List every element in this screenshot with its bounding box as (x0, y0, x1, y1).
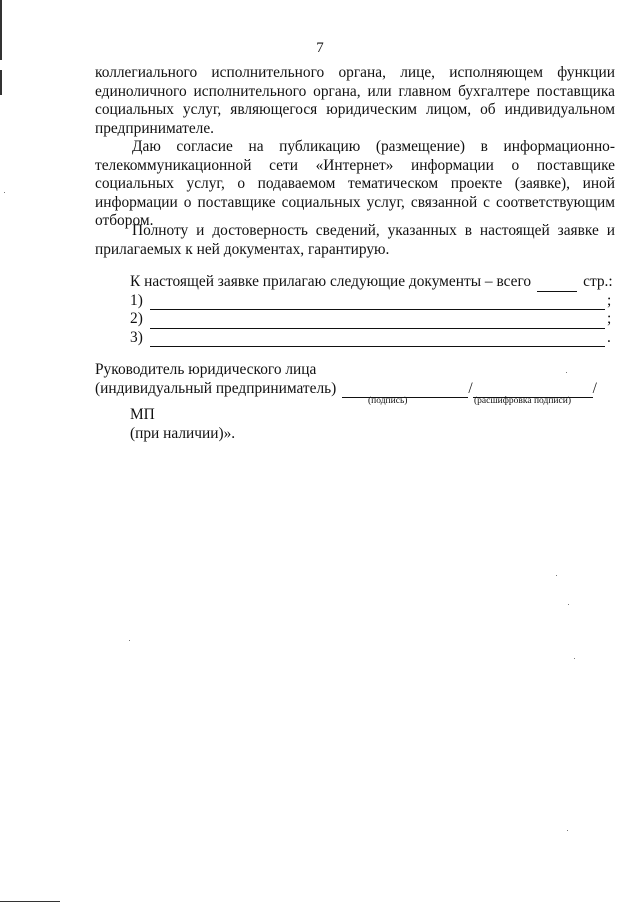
attachments-block (130, 273, 615, 347)
signature-captions (0, 396, 640, 408)
attachment-item (130, 310, 615, 329)
attachment-number: 1) (130, 291, 143, 309)
signature-role: Руководитель юридического лица (95, 361, 317, 378)
scan-left-edge (0, 0, 2, 905)
scan-speck (4, 192, 5, 193)
scan-speck (566, 372, 567, 373)
stamp-block (130, 406, 235, 443)
stamp-label: МП (130, 406, 155, 423)
scan-speck (568, 604, 569, 605)
attachment-end: . (607, 328, 611, 346)
attachments-intro: К настоящей заявке прилагаю следующие документы – всего (130, 273, 532, 290)
attachments-intro-row (130, 273, 615, 292)
signature-separator: / (468, 379, 473, 397)
attachments-suffix: стр.: (583, 273, 613, 290)
attachment-field[interactable] (150, 333, 605, 347)
stamp-note: (при наличии)». (130, 424, 236, 442)
caption-signature: (подпись) (368, 396, 408, 406)
caption-decoding: (расшифровка подписи) (474, 396, 571, 406)
attachment-end: ; (607, 291, 612, 309)
paragraph-guarantee: Полноту и достоверность сведений, указанных в настоящей заявке и прилагаемых к ней документах, гарантирую. (95, 222, 615, 258)
attachment-field[interactable] (150, 315, 605, 329)
scan-speck (556, 575, 557, 576)
signature-block (95, 361, 615, 398)
attachment-number: 3) (130, 328, 143, 346)
bottom-rule (0, 901, 60, 902)
attachment-end: ; (607, 310, 612, 328)
signature-role-alt: (индивидуальный предприниматель) (95, 379, 337, 397)
paragraph-officials: коллегиального исполнительного органа, лице, исполняющем функции единоличного исполнительного органа, или главном бухгалтере поставщика социальных услуг, являющегося юридическим лицом, об индивидуальном предпринимателе. (95, 64, 615, 137)
attachment-item (130, 292, 615, 311)
scan-speck (129, 640, 130, 641)
page-number: 7 (316, 40, 324, 56)
scan-speck (567, 830, 568, 831)
signature-closing: / (592, 379, 597, 397)
attachment-number: 2) (130, 310, 143, 328)
attachment-field[interactable] (150, 296, 605, 310)
page-count-field[interactable] (537, 277, 577, 292)
paragraph-consent: Даю согласие на публикацию (размещение) в информационно-телекоммуникационной сети «Интернет» информации о поставщике социальных услуг, о подаваемом тематическом проекте (заявке), иной информации о поставщике социальных услуг, связанной с соответствующим отбором. (95, 138, 615, 230)
attachment-item (130, 329, 615, 348)
scan-speck (574, 658, 575, 659)
